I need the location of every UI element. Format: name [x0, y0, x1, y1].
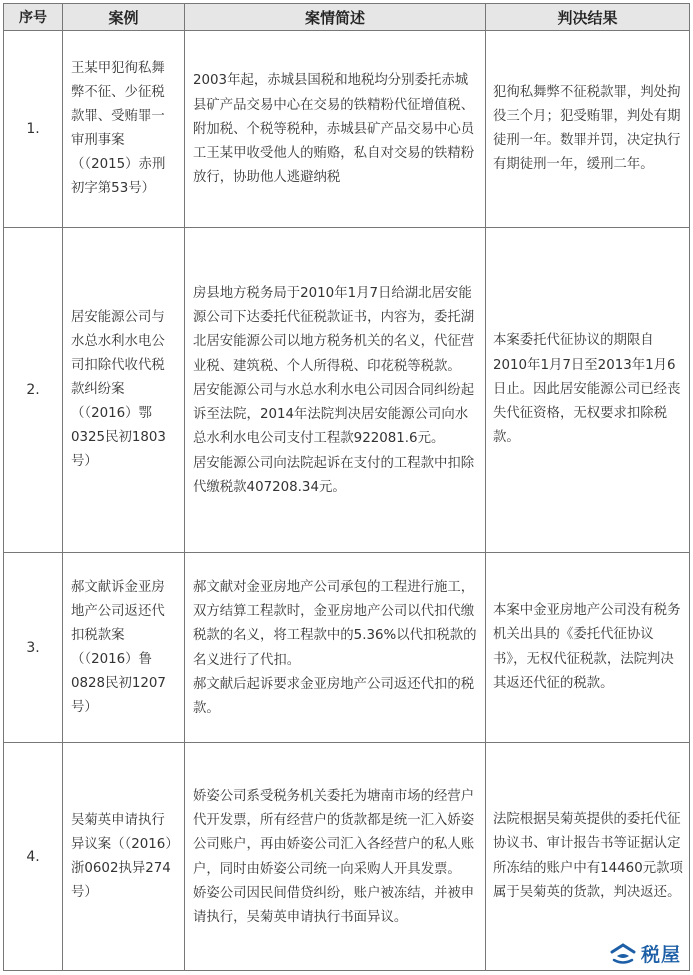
table-header-row — [4, 4, 690, 31]
verdict: 法院根据吴菊英提供的委托代征协议书、审计报告书等证据认定所冻结的账户中有14460元款项属于吴菊英的货款，判决返还。 — [493, 812, 683, 900]
summary-paragraph: 娇姿公司系受税务机关委托为塘南市场的经营户代开发票，所有经营户的货款都是统一汇入娇姿公司账户，再由娇姿公司汇入各经营户的私人账户，同时由娇姿公司统一向采购人开具发票。 — [193, 788, 475, 877]
row-number: 2. — [4, 228, 63, 553]
summary-paragraph: 居安能源公司向法院起诉在支付的工程款中扣除代缴税款407208.34元。 — [193, 455, 475, 495]
case-name: 居安能源公司与水总水利水电公司扣除代收代税款纠纷案（（2016）鄂0325民初1803号） — [71, 310, 166, 469]
row-number: 3. — [4, 553, 63, 743]
summary-paragraph: 郝文献对金亚房地产公司承包的工程进行施工，双方结算工程款时，金亚房地产公司以代扣代缴税款的名义，将工程款中的5.36%以代扣税款的名义进行了代扣。 — [193, 579, 477, 668]
watermark-logo — [605, 938, 685, 969]
row-number: 1. — [4, 31, 63, 228]
summary-paragraph: 郝文献后起诉要求金亚房地产公司返还代扣的税款。 — [193, 676, 475, 716]
logo-text: 税屋 — [640, 944, 681, 966]
tax-house-logo-icon — [609, 943, 637, 965]
summary-paragraph: 2003年起，赤城县国税和地税均分别委托赤城县矿产品交易中心在交易的铁精粉代征增值税、附加税、个税等税种，赤城县矿产品交易中心员工王某甲收受他人的贿赂，私自对交易的铁精粉放行，协助他人逃避纳税 — [193, 73, 475, 186]
case-name: 吴菊英申请执行异议案（（2016）浙0602执异274号） — [71, 812, 173, 900]
summary-paragraph: 娇姿公司因民间借贷纠纷，账户被冻结，并被申请执行，吴菊英申请执行书面异议。 — [193, 885, 475, 925]
header-case: 案例 — [63, 4, 185, 31]
verdict: 本案委托代征协议的期限自2010年1月7日至2013年1月6日止。因此居安能源公司已经丧失代征资格，无权要求扣除税款。 — [493, 333, 681, 446]
header-no: 序号 — [4, 4, 63, 31]
verdict: 犯徇私舞弊不征税款罪，判处拘役三个月；犯受贿罪，判处有期徒刑一年。数罪并罚，决定执行有期徒刑一年，缓刑二年。 — [493, 84, 681, 173]
header-summary: 案情简述 — [185, 4, 486, 31]
header-result: 判决结果 — [486, 4, 690, 31]
verdict: 本案中金亚房地产公司没有税务机关出具的《委托代征协议书》，无权代征税款，法院判决其返还代征的税款。 — [493, 603, 681, 691]
case-table — [3, 3, 690, 971]
table-row — [4, 743, 690, 971]
summary-paragraph: 居安能源公司与水总水利水电公司因合同纠纷起诉至法院，2014年法院判决居安能源公司向水总水利水电公司支付工程款922081.6元。 — [193, 382, 475, 447]
case-name: 王某甲犯徇私舞弊不征、少征税款罪、受贿罪一审刑事案（（2015）赤刑初字第53号） — [71, 61, 166, 196]
case-name: 郝文献诉金亚房地产公司返还代扣税款案（（2016）鲁0828民初1207号） — [71, 579, 166, 715]
table-row — [4, 31, 690, 228]
table-row — [4, 553, 690, 743]
summary-paragraph: 房县地方税务局于2010年1月7日给湖北居安能源公司下达委托代征税款证书，内容为，委托湖北居安能源公司以地方税务机关的名义，代征营业税、建筑税、个人所得税、印花税等税款。 — [193, 286, 475, 374]
row-number: 4. — [4, 743, 63, 971]
table-row — [4, 228, 690, 553]
